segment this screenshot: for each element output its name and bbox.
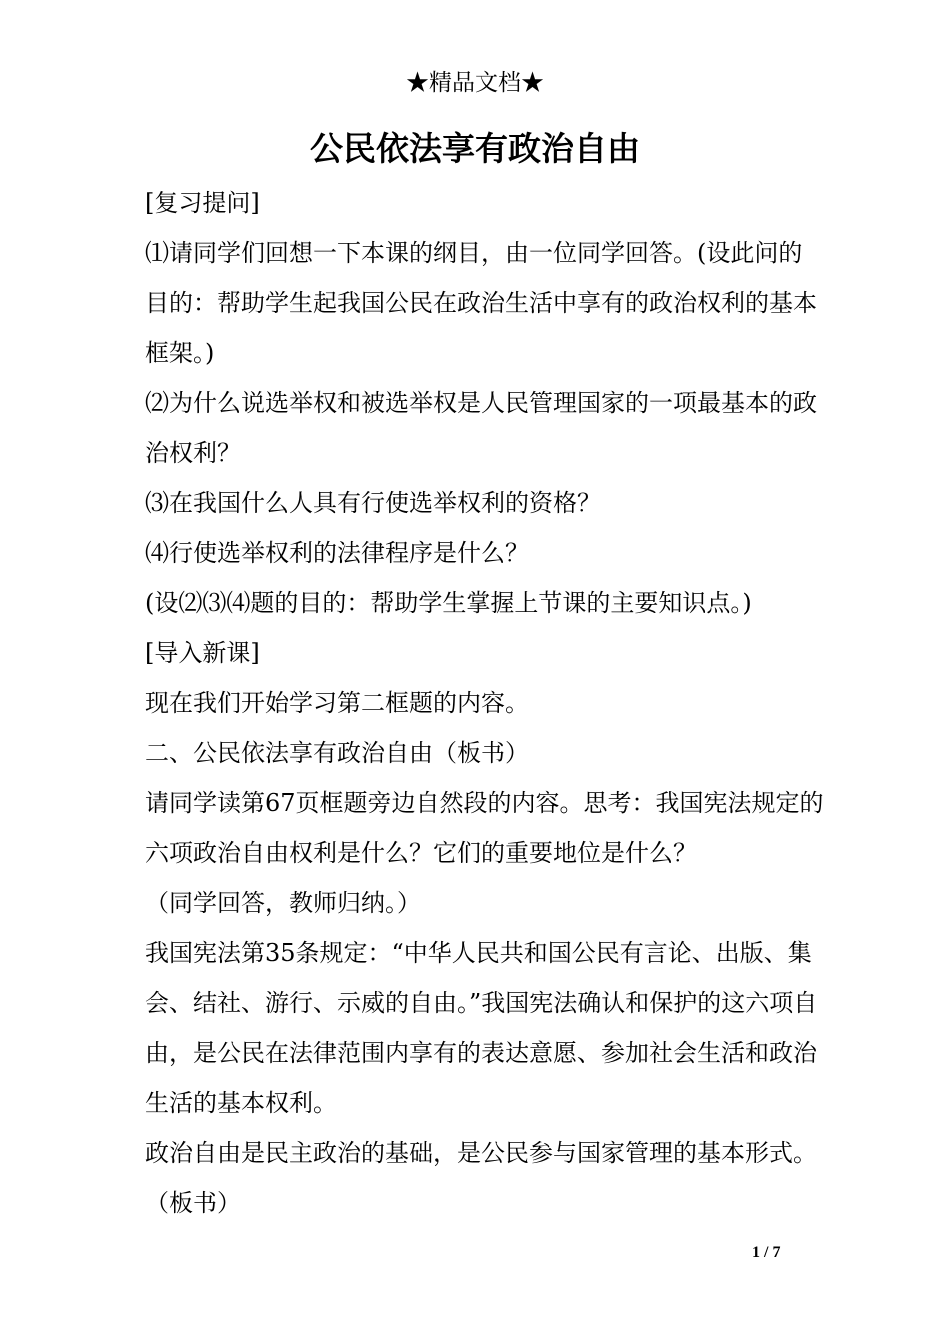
page-number: 1 / 7: [752, 1244, 781, 1261]
paragraph-question-purpose: (设⑵⑶⑷题的目的：帮助学生掌握上节课的主要知识点。): [145, 589, 752, 617]
paragraph-question-4: ⑷行使选举权利的法律程序是什么？: [145, 539, 529, 567]
paragraph-intro-heading: [导入新课]: [145, 639, 260, 667]
document-body: [145, 178, 825, 1228]
paragraph-question-1: ⑴请同学们回想一下本课的纲目，由一位同学回答。(设此问的目的：帮助学生起我国公民在政治生活中享有的政治权利的基本框架。): [145, 239, 817, 367]
paragraph-constitution: 我国宪法第35条规定：“中华人民共和国公民有言论、出版、集会、结社、游行、示威的自由。”我国宪法确认和保护的这六项自由，是公民在法律范围内享有的表达意愿、参加社会生活和政治生活的基本权利。: [145, 939, 818, 1117]
paragraph-review-heading: [复习提问]: [145, 189, 260, 217]
paragraph-intro: 现在我们开始学习第二框题的内容。: [145, 689, 529, 717]
paragraph-reading-task: 请同学读第67页框题旁边自然段的内容。思考：我国宪法规定的六项政治自由权利是什么？它们的重要地位是什么？: [145, 789, 824, 867]
paragraph-answer-note: （同学回答，教师归纳。）: [145, 889, 421, 917]
paragraph-section-heading: 二、公民依法享有政治自由（板书）: [145, 739, 529, 767]
paragraph-conclusion: 政治自由是民主政治的基础，是公民参与国家管理的基本形式。（板书）: [145, 1139, 817, 1217]
paragraph-question-3: ⑶在我国什么人具有行使选举权利的资格？: [145, 489, 601, 517]
page-header: ★精品文档★: [406, 70, 544, 96]
document-title: 公民依法享有政治自由: [310, 129, 640, 168]
paragraph-question-2: ⑵为什么说选举权和被选举权是人民管理国家的一项最基本的政治权利？: [145, 389, 817, 467]
